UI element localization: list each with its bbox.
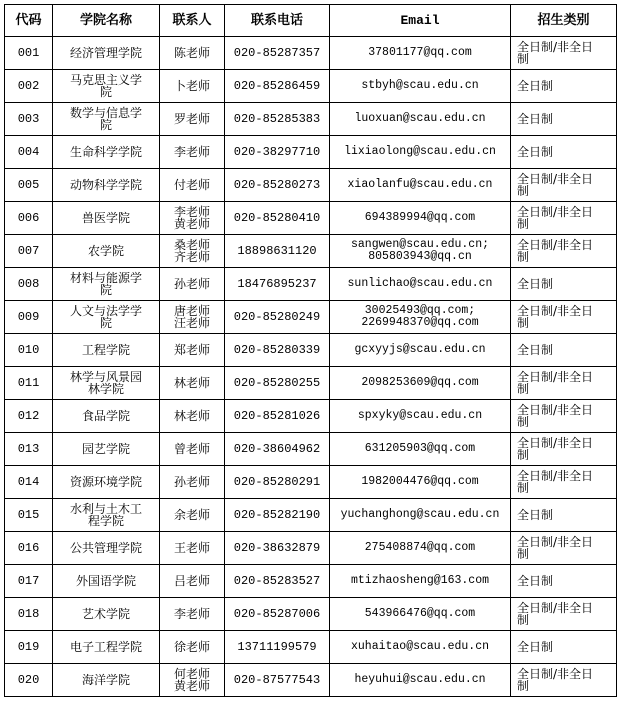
- cell-type-line: 制: [517, 316, 530, 330]
- cell-email-line: heyuhui@scau.edu.cn: [354, 673, 486, 686]
- cell-college: [53, 136, 160, 169]
- cell-email: [330, 598, 511, 631]
- cell-phone: 020-85282190: [225, 499, 330, 532]
- cell-phone: 020-85283527: [225, 565, 330, 598]
- cell-email: [330, 268, 511, 301]
- cell-email-line: spxyky@scau.edu.cn: [357, 409, 483, 422]
- cell-college-line: 生命科学学院: [69, 145, 142, 159]
- cell-contact-line: 孙老师: [173, 277, 210, 291]
- cell-contact: [160, 70, 225, 103]
- cell-contact: [160, 532, 225, 565]
- cell-contact-line: 郑老师: [173, 343, 210, 357]
- cell-code: 008: [5, 268, 53, 301]
- header-phone: 联系电话: [225, 5, 330, 37]
- cell-email-line: mtizhaosheng@163.com: [350, 574, 490, 587]
- cell-type-line: 全日制/非全日: [517, 304, 594, 318]
- cell-email: [330, 532, 511, 565]
- cell-college: [53, 235, 160, 268]
- cell-email-line: 805803943@qq.cn: [368, 250, 472, 263]
- cell-phone: 020-38604962: [225, 433, 330, 466]
- cell-type: [511, 631, 617, 664]
- cell-contact: [160, 37, 225, 70]
- cell-code: 007: [5, 235, 53, 268]
- cell-email: [330, 631, 511, 664]
- cell-contact-line: 陈老师: [173, 46, 210, 60]
- cell-college-line: 经济管理学院: [69, 46, 142, 60]
- cell-email-line: sangwen@scau.edu.cn;: [350, 238, 490, 251]
- cell-contact: [160, 598, 225, 631]
- table-row: [5, 169, 617, 202]
- cell-type: [511, 433, 617, 466]
- table-row: [5, 631, 617, 664]
- cell-phone: 020-85286459: [225, 70, 330, 103]
- cell-type-line: 全日制/非全日: [517, 469, 594, 483]
- cell-email-line: 631205903@qq.com: [364, 442, 476, 455]
- cell-contact-line: 李老师: [173, 607, 210, 621]
- cell-contact-line: 何老师: [173, 667, 210, 681]
- cell-code: 002: [5, 70, 53, 103]
- cell-code: 015: [5, 499, 53, 532]
- cell-contact: [160, 367, 225, 400]
- cell-email-line: gcxyyjs@scau.edu.cn: [354, 343, 486, 356]
- cell-college-line: 材料与能源学: [69, 271, 142, 285]
- cell-code: 017: [5, 565, 53, 598]
- cell-college: [53, 631, 160, 664]
- cell-contact: [160, 334, 225, 367]
- cell-college: [53, 103, 160, 136]
- cell-type-line: 全日制: [517, 574, 554, 588]
- cell-college-line: 林学院: [87, 382, 124, 396]
- table-row: [5, 598, 617, 631]
- cell-college-line: 兽医学院: [81, 211, 130, 225]
- cell-phone: 020-85280339: [225, 334, 330, 367]
- cell-college-line: 外国语学院: [75, 574, 136, 588]
- cell-email: [330, 301, 511, 334]
- header-type: 招生类别: [511, 5, 617, 37]
- cell-type-line: 制: [517, 217, 530, 231]
- cell-phone: 020-85280249: [225, 301, 330, 334]
- cell-contact: [160, 400, 225, 433]
- cell-contact: [160, 301, 225, 334]
- cell-contact: [160, 631, 225, 664]
- table-row: [5, 400, 617, 433]
- cell-college: [53, 499, 160, 532]
- cell-type-line: 制: [517, 250, 530, 264]
- cell-type-line: 全日制/非全日: [517, 172, 594, 186]
- cell-type-line: 制: [517, 481, 530, 495]
- cell-college-line: 院: [99, 316, 112, 330]
- cell-contact-line: 李老师: [173, 205, 210, 219]
- cell-type-line: 制: [517, 448, 530, 462]
- cell-type: [511, 664, 617, 697]
- cell-type-line: 制: [517, 382, 530, 396]
- cell-email-line: 30025493@qq.com;: [364, 304, 476, 317]
- cell-email-line: sunlichao@scau.edu.cn: [347, 277, 493, 290]
- cell-code: 012: [5, 400, 53, 433]
- cell-contact: [160, 169, 225, 202]
- cell-type: [511, 268, 617, 301]
- cell-college: [53, 169, 160, 202]
- cell-email-line: yuchanghong@scau.edu.cn: [340, 508, 500, 521]
- cell-type-line: 全日制: [517, 343, 554, 357]
- cell-code: 010: [5, 334, 53, 367]
- cell-type-line: 全日制: [517, 640, 554, 654]
- cell-type: [511, 565, 617, 598]
- cell-college: [53, 301, 160, 334]
- cell-college: [53, 565, 160, 598]
- cell-type-line: 制: [517, 52, 530, 66]
- cell-college: [53, 400, 160, 433]
- table-row: [5, 367, 617, 400]
- cell-phone: 020-85285383: [225, 103, 330, 136]
- table-row: [5, 499, 617, 532]
- cell-phone: 18898631120: [225, 235, 330, 268]
- cell-type-line: 全日制: [517, 277, 554, 291]
- cell-contact: [160, 499, 225, 532]
- cell-type-line: 全日制/非全日: [517, 436, 594, 450]
- cell-college-line: 海洋学院: [81, 673, 130, 687]
- cell-phone: 020-85280273: [225, 169, 330, 202]
- cell-email: [330, 235, 511, 268]
- cell-type: [511, 367, 617, 400]
- cell-type: [511, 334, 617, 367]
- cell-college: [53, 466, 160, 499]
- table-row: [5, 103, 617, 136]
- cell-contact-line: 吕老师: [173, 574, 210, 588]
- cell-email-line: xuhaitao@scau.edu.cn: [350, 640, 490, 653]
- cell-email-line: 1982004476@qq.com: [361, 475, 479, 488]
- cell-type: [511, 400, 617, 433]
- cell-type: [511, 103, 617, 136]
- cell-phone: 020-85280255: [225, 367, 330, 400]
- cell-college-line: 园艺学院: [81, 442, 130, 456]
- table-row: [5, 334, 617, 367]
- cell-college-line: 院: [99, 118, 112, 132]
- cell-type: [511, 598, 617, 631]
- cell-contact-line: 桑老师: [173, 238, 210, 252]
- cell-contact: [160, 565, 225, 598]
- cell-college: [53, 367, 160, 400]
- cell-college-line: 水利与土木工: [69, 502, 142, 516]
- cell-type: [511, 532, 617, 565]
- cell-email: [330, 664, 511, 697]
- cell-college: [53, 433, 160, 466]
- cell-college-line: 动物科学学院: [69, 178, 142, 192]
- cell-college: [53, 334, 160, 367]
- admissions-contact-table: [4, 4, 617, 697]
- cell-email-line: lixiaolong@scau.edu.cn: [344, 145, 496, 158]
- cell-college-line: 农学院: [87, 244, 124, 258]
- cell-phone: 020-85287006: [225, 598, 330, 631]
- cell-college: [53, 202, 160, 235]
- cell-type-line: 全日制/非全日: [517, 403, 594, 417]
- table-row: [5, 565, 617, 598]
- cell-email-line: 694389994@qq.com: [364, 211, 476, 224]
- cell-contact: [160, 664, 225, 697]
- table-row: [5, 235, 617, 268]
- cell-code: 020: [5, 664, 53, 697]
- cell-contact-line: 孙老师: [173, 475, 210, 489]
- cell-type-line: 制: [517, 547, 530, 561]
- cell-contact-line: 卜老师: [173, 79, 210, 93]
- cell-college-line: 食品学院: [81, 409, 130, 423]
- cell-contact-line: 李老师: [173, 145, 210, 159]
- cell-type: [511, 202, 617, 235]
- cell-contact-line: 付老师: [173, 178, 210, 192]
- cell-contact-line: 汪老师: [173, 316, 210, 330]
- table-row: [5, 466, 617, 499]
- cell-type-line: 全日制/非全日: [517, 601, 594, 615]
- cell-code: 016: [5, 532, 53, 565]
- cell-contact-line: 徐老师: [173, 640, 210, 654]
- cell-type-line: 制: [517, 415, 530, 429]
- cell-phone: 020-38297710: [225, 136, 330, 169]
- cell-code: 018: [5, 598, 53, 631]
- cell-contact: [160, 268, 225, 301]
- cell-code: 009: [5, 301, 53, 334]
- cell-college-line: 程学院: [87, 514, 124, 528]
- cell-type-line: 制: [517, 679, 530, 693]
- cell-contact-line: 罗老师: [173, 112, 210, 126]
- cell-type-line: 全日制/非全日: [517, 667, 594, 681]
- cell-type-line: 制: [517, 184, 530, 198]
- cell-college-line: 艺术学院: [81, 607, 130, 621]
- cell-email-line: 2269948370@qq.com: [361, 316, 479, 329]
- cell-contact: [160, 202, 225, 235]
- cell-email-line: stbyh@scau.edu.cn: [361, 79, 479, 92]
- cell-contact-line: 余老师: [173, 508, 210, 522]
- cell-code: 014: [5, 466, 53, 499]
- cell-phone: 020-85280291: [225, 466, 330, 499]
- cell-type-line: 全日制/非全日: [517, 40, 594, 54]
- cell-type-line: 全日制: [517, 112, 554, 126]
- cell-type-line: 全日制: [517, 79, 554, 93]
- cell-phone: 18476895237: [225, 268, 330, 301]
- cell-contact-line: 曾老师: [173, 442, 210, 456]
- cell-contact-line: 林老师: [173, 409, 210, 423]
- cell-email-line: xiaolanfu@scau.edu.cn: [347, 178, 493, 191]
- cell-type: [511, 70, 617, 103]
- cell-type-line: 全日制/非全日: [517, 370, 594, 384]
- cell-code: 003: [5, 103, 53, 136]
- cell-college-line: 工程学院: [81, 343, 130, 357]
- cell-type: [511, 466, 617, 499]
- cell-code: 011: [5, 367, 53, 400]
- cell-type-line: 全日制: [517, 145, 554, 159]
- cell-type: [511, 499, 617, 532]
- cell-email: [330, 433, 511, 466]
- table-row: [5, 301, 617, 334]
- cell-college-line: 院: [99, 85, 112, 99]
- cell-college: [53, 664, 160, 697]
- cell-phone: 020-85280410: [225, 202, 330, 235]
- table-row: [5, 268, 617, 301]
- cell-type: [511, 136, 617, 169]
- table-body: [5, 37, 617, 697]
- table-row: [5, 136, 617, 169]
- header-email: Email: [330, 5, 511, 37]
- cell-phone: 020-38632879: [225, 532, 330, 565]
- cell-college: [53, 37, 160, 70]
- cell-college: [53, 268, 160, 301]
- cell-college-line: 电子工程学院: [69, 640, 142, 654]
- cell-email: [330, 202, 511, 235]
- cell-contact: [160, 103, 225, 136]
- cell-email-line: 543966476@qq.com: [364, 607, 476, 620]
- cell-type: [511, 235, 617, 268]
- cell-type-line: 全日制/非全日: [517, 535, 594, 549]
- cell-email: [330, 136, 511, 169]
- cell-contact: [160, 235, 225, 268]
- cell-type: [511, 37, 617, 70]
- cell-email-line: 275408874@qq.com: [364, 541, 476, 554]
- cell-contact-line: 王老师: [173, 541, 210, 555]
- cell-code: 005: [5, 169, 53, 202]
- table-row: [5, 433, 617, 466]
- cell-email: [330, 466, 511, 499]
- header-contact: 联系人: [160, 5, 225, 37]
- cell-email: [330, 499, 511, 532]
- cell-phone: 020-85281026: [225, 400, 330, 433]
- cell-code: 013: [5, 433, 53, 466]
- cell-type: [511, 301, 617, 334]
- cell-email: [330, 70, 511, 103]
- cell-college-line: 资源环境学院: [69, 475, 142, 489]
- cell-college-line: 数学与信息学: [69, 106, 142, 120]
- cell-college-line: 公共管理学院: [69, 541, 142, 555]
- cell-type-line: 全日制/非全日: [517, 238, 594, 252]
- cell-type-line: 制: [517, 613, 530, 627]
- cell-type-line: 全日制: [517, 508, 554, 522]
- cell-contact-line: 齐老师: [173, 250, 210, 264]
- cell-contact-line: 黄老师: [173, 679, 210, 693]
- cell-code: 001: [5, 37, 53, 70]
- cell-contact: [160, 466, 225, 499]
- header-row: [5, 5, 617, 37]
- cell-email: [330, 565, 511, 598]
- cell-type: [511, 169, 617, 202]
- cell-email-line: luoxuan@scau.edu.cn: [354, 112, 486, 125]
- cell-college-line: 林学与风景园: [69, 370, 142, 384]
- cell-contact-line: 黄老师: [173, 217, 210, 231]
- cell-code: 006: [5, 202, 53, 235]
- cell-contact: [160, 136, 225, 169]
- table-row: [5, 664, 617, 697]
- cell-email: [330, 169, 511, 202]
- cell-email: [330, 400, 511, 433]
- cell-college-line: 人文与法学学: [69, 304, 142, 318]
- cell-email-line: 2098253609@qq.com: [361, 376, 479, 389]
- cell-phone: 020-87577543: [225, 664, 330, 697]
- cell-type-line: 全日制/非全日: [517, 205, 594, 219]
- cell-phone: 13711199579: [225, 631, 330, 664]
- cell-phone: 020-85287357: [225, 37, 330, 70]
- table-row: [5, 70, 617, 103]
- cell-college-line: 马克思主义学: [69, 73, 142, 87]
- cell-college: [53, 598, 160, 631]
- table-row: [5, 37, 617, 70]
- cell-email: [330, 103, 511, 136]
- table-row: [5, 532, 617, 565]
- cell-college: [53, 70, 160, 103]
- header-code: 代码: [5, 5, 53, 37]
- cell-email-line: 37801177@qq.com: [368, 46, 472, 59]
- cell-contact: [160, 433, 225, 466]
- cell-college-line: 院: [99, 283, 112, 297]
- cell-contact-line: 唐老师: [173, 304, 210, 318]
- table-row: [5, 202, 617, 235]
- cell-email: [330, 367, 511, 400]
- header-college: 学院名称: [53, 5, 160, 37]
- cell-email: [330, 334, 511, 367]
- cell-code: 004: [5, 136, 53, 169]
- cell-contact-line: 林老师: [173, 376, 210, 390]
- cell-email: [330, 37, 511, 70]
- cell-code: 019: [5, 631, 53, 664]
- cell-college: [53, 532, 160, 565]
